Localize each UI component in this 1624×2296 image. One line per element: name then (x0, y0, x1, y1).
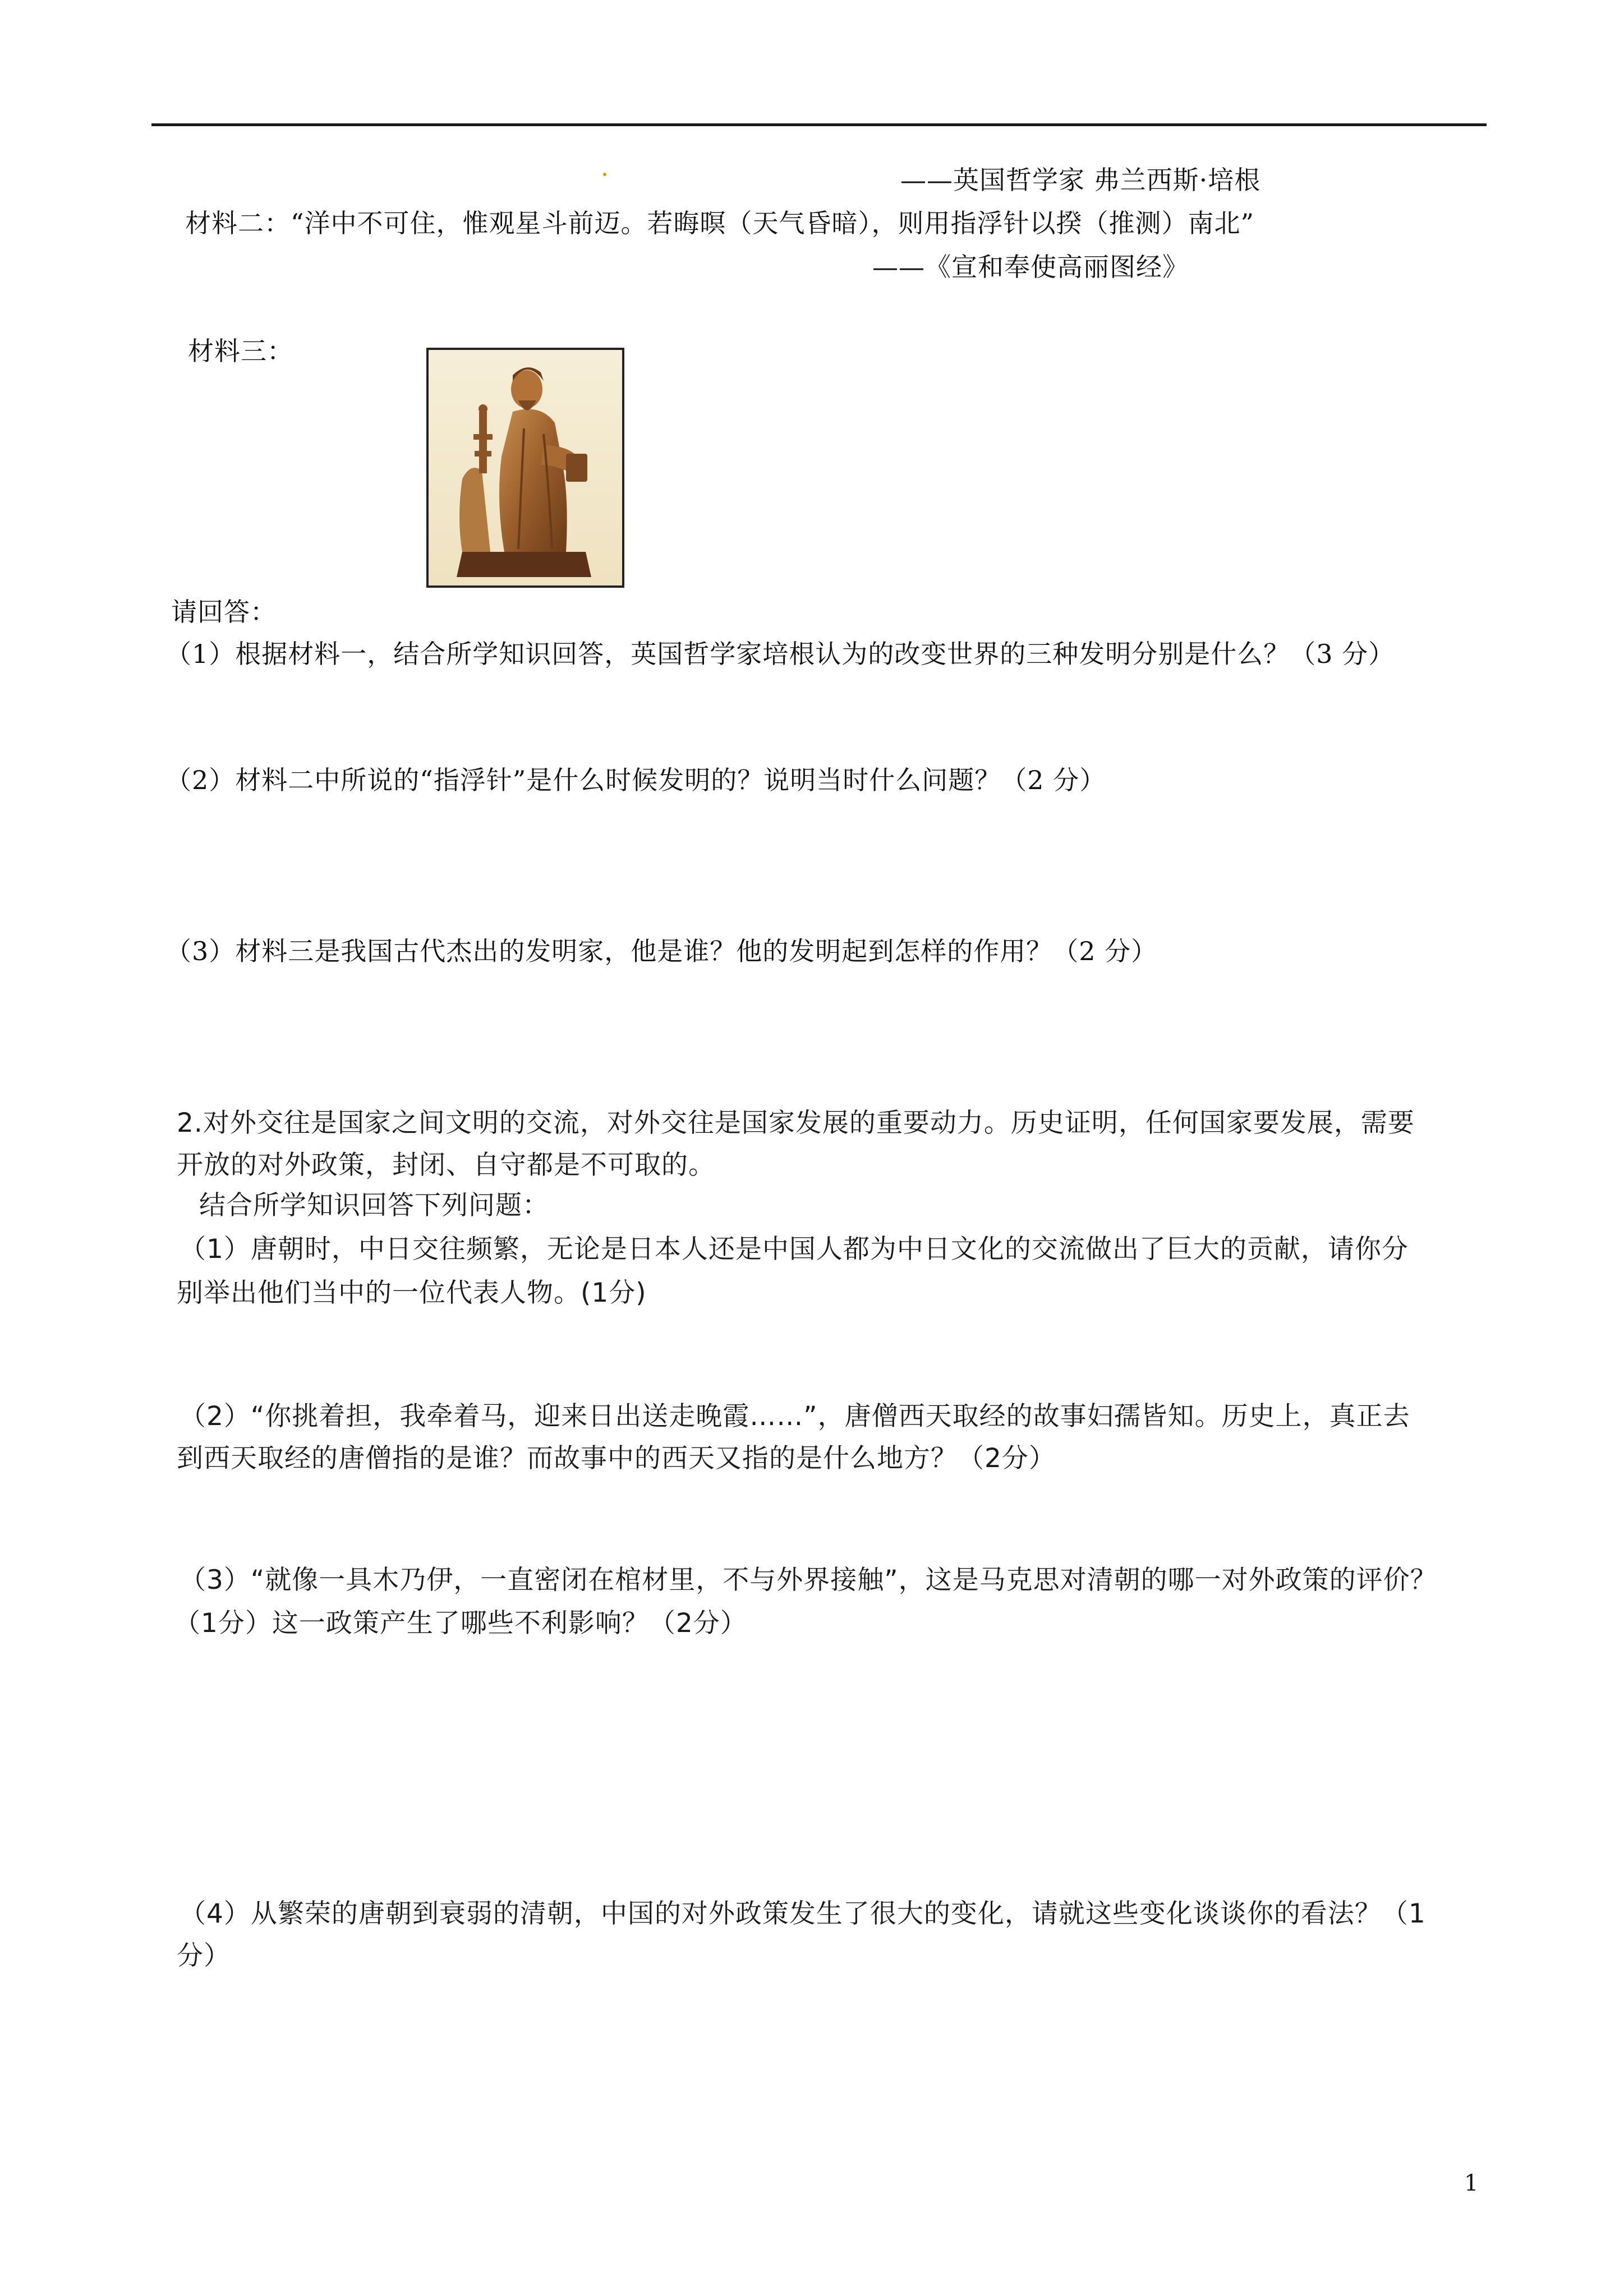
section2-q3-line1: （3）“就像一具木乃伊，一直密闭在棺材里，不与外界接触”，这是马克思对清朝的哪一对外政策的评价？ (180, 1565, 1437, 1596)
page-number: 1 (1464, 2170, 1479, 2196)
material2-source: ——《宣和奉使高丽图经》 (872, 252, 1189, 282)
answer-prompt: 请回答： (171, 597, 277, 627)
statue-icon (429, 350, 622, 585)
question-3: （3）材料三是我国古代杰出的发明家，他是谁？他的发明起到怎样的作用？（2 分） (165, 936, 1158, 966)
decorative-dot (603, 173, 606, 176)
inventor-statue-image (426, 348, 624, 588)
section2-q1-line2: 别举出他们当中的一位代表人物。(1分) (177, 1278, 647, 1308)
material3-label: 材料三： (188, 336, 293, 366)
section2-q1-line1: （1）唐朝时，中日交往频繁，无论是日本人还是中国人都为中日文化的交流做出了巨大的贡献，请你分 (180, 1234, 1409, 1265)
section2-q2-line2: 到西天取经的唐僧指的是谁？而故事中的西天又指的是什么地方？（2分） (177, 1443, 1056, 1474)
section2-q3-line2: （1分）这一政策产生了哪些不利影响？（2分） (174, 1608, 747, 1639)
section2-q4-line1: （4）从繁荣的唐朝到衰弱的清朝，中国的对外政策发生了很大的变化，请就这些变化谈谈你的看法？（1 (180, 1898, 1426, 1929)
section2-instruction: 结合所学知识回答下列问题： (199, 1190, 549, 1221)
question-2: （2）材料二中所说的“指浮针”是什么时候发明的？说明当时什么问题？（2 分） (165, 765, 1106, 795)
section2-intro-line1: 2.对外交往是国家之间文明的交流，对外交往是国家发展的重要动力。历史证明，任何国家要发展，需要 (177, 1108, 1415, 1138)
section2-q4-line2: 分） (177, 1940, 231, 1971)
header-rule (151, 123, 1487, 126)
material1-attribution: ——英国哲学家 弗兰西斯·培根 (900, 165, 1261, 195)
question-1: （1）根据材料一，结合所学知识回答，英国哲学家培根认为的改变世界的三种发明分别是什么？（3 分） (165, 639, 1395, 669)
section2-q2-line1: （2）“你挑着担，我牵着马，迎来日出送走晚霞……”，唐僧西天取经的故事妇孺皆知。历史上，真正去 (180, 1401, 1410, 1432)
material2-text: 材料二：“洋中不可住，惟观星斗前迈。若晦暝（天气昏暗），则用指浮针以揆（推测）南北” (185, 208, 1255, 238)
section2-intro-line2: 开放的对外政策，封闭、自守都是不可取的。 (177, 1150, 715, 1181)
